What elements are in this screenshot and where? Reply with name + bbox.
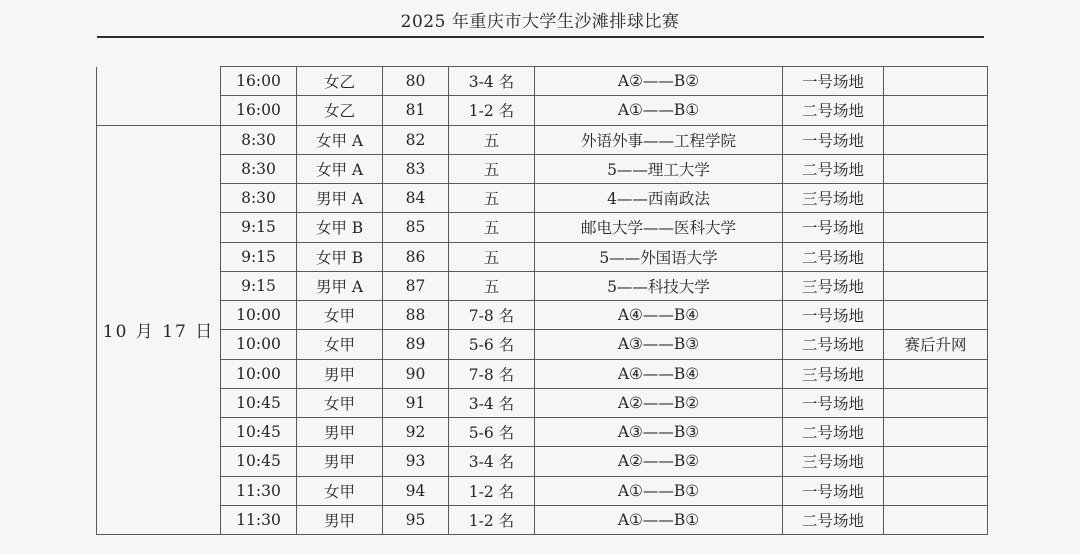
rank-cell: 五	[449, 154, 535, 183]
no-cell: 84	[383, 184, 449, 213]
time-cell: 10:00	[221, 359, 297, 388]
title-underline	[97, 36, 984, 38]
no-cell: 80	[383, 67, 449, 96]
venue-cell: 二号场地	[783, 330, 884, 359]
no-cell: 87	[383, 271, 449, 300]
matchup-cell: A②——B②	[535, 67, 783, 96]
no-cell: 88	[383, 301, 449, 330]
no-cell: 95	[383, 505, 449, 534]
time-cell: 10:45	[221, 388, 297, 417]
time-cell: 8:30	[221, 125, 297, 154]
venue-cell: 二号场地	[783, 96, 884, 125]
venue-cell: 三号场地	[783, 359, 884, 388]
time-cell: 8:30	[221, 184, 297, 213]
note-cell	[884, 388, 988, 417]
rank-cell: 3-4 名	[449, 67, 535, 96]
table-row	[97, 418, 988, 447]
time-cell: 10:45	[221, 447, 297, 476]
venue-cell: 二号场地	[783, 505, 884, 534]
table-row	[97, 96, 988, 125]
venue-cell: 三号场地	[783, 447, 884, 476]
matchup-cell: A③——B③	[535, 418, 783, 447]
group-cell: 女甲	[297, 301, 383, 330]
rank-cell: 7-8 名	[449, 359, 535, 388]
venue-cell: 一号场地	[783, 213, 884, 242]
matchup-cell: 外语外事——工程学院	[535, 125, 783, 154]
matchup-cell: A④——B④	[535, 301, 783, 330]
group-cell: 女甲 A	[297, 154, 383, 183]
table-row	[97, 301, 988, 330]
table-row	[97, 67, 988, 96]
no-cell: 86	[383, 242, 449, 271]
table-row	[97, 154, 988, 183]
group-cell: 男甲	[297, 505, 383, 534]
rank-cell: 1-2 名	[449, 476, 535, 505]
venue-cell: 一号场地	[783, 388, 884, 417]
time-cell: 9:15	[221, 271, 297, 300]
note-cell	[884, 125, 988, 154]
no-cell: 91	[383, 388, 449, 417]
time-cell: 8:30	[221, 154, 297, 183]
note-cell	[884, 213, 988, 242]
rank-cell: 7-8 名	[449, 301, 535, 330]
matchup-cell: A①——B①	[535, 96, 783, 125]
time-cell: 10:00	[221, 301, 297, 330]
venue-cell: 一号场地	[783, 67, 884, 96]
matchup-cell: 5——理工大学	[535, 154, 783, 183]
note-cell	[884, 476, 988, 505]
group-cell: 男甲	[297, 447, 383, 476]
rank-cell: 3-4 名	[449, 447, 535, 476]
no-cell: 92	[383, 418, 449, 447]
note-cell	[884, 301, 988, 330]
time-cell: 10:00	[221, 330, 297, 359]
no-cell: 94	[383, 476, 449, 505]
note-cell	[884, 154, 988, 183]
time-cell: 10:45	[221, 418, 297, 447]
note-cell: 赛后升网	[884, 330, 988, 359]
time-cell: 11:30	[221, 476, 297, 505]
rank-cell: 1-2 名	[449, 505, 535, 534]
note-cell	[884, 96, 988, 125]
table-row	[97, 242, 988, 271]
venue-cell: 三号场地	[783, 271, 884, 300]
venue-cell: 二号场地	[783, 418, 884, 447]
table-row	[97, 213, 988, 242]
note-cell	[884, 418, 988, 447]
time-cell: 9:15	[221, 213, 297, 242]
venue-cell: 一号场地	[783, 301, 884, 330]
matchup-cell: 4——西南政法	[535, 184, 783, 213]
schedule-table	[96, 66, 988, 535]
note-cell	[884, 505, 988, 534]
matchup-cell: A①——B①	[535, 476, 783, 505]
no-cell: 93	[383, 447, 449, 476]
matchup-cell: A②——B②	[535, 388, 783, 417]
matchup-cell: 5——外国语大学	[535, 242, 783, 271]
group-cell: 男甲	[297, 418, 383, 447]
rank-cell: 五	[449, 242, 535, 271]
page-title: 2025 年重庆市大学生沙滩排球比赛	[400, 12, 680, 32]
note-cell	[884, 359, 988, 388]
group-cell: 男甲 A	[297, 271, 383, 300]
date-cell	[97, 67, 221, 126]
rank-cell: 3-4 名	[449, 388, 535, 417]
group-cell: 女甲 A	[297, 125, 383, 154]
table-row	[97, 505, 988, 534]
table-row	[97, 359, 988, 388]
matchup-cell: A③——B③	[535, 330, 783, 359]
rank-cell: 1-2 名	[449, 96, 535, 125]
schedule-table-body	[97, 67, 988, 535]
rank-cell: 五	[449, 184, 535, 213]
no-cell: 81	[383, 96, 449, 125]
no-cell: 90	[383, 359, 449, 388]
matchup-cell: A①——B①	[535, 505, 783, 534]
group-cell: 男甲	[297, 359, 383, 388]
group-cell: 女甲 B	[297, 242, 383, 271]
table-row	[97, 271, 988, 300]
venue-cell: 一号场地	[783, 125, 884, 154]
rank-cell: 五	[449, 271, 535, 300]
rank-cell: 五	[449, 213, 535, 242]
rank-cell: 五	[449, 125, 535, 154]
table-row	[97, 447, 988, 476]
note-cell	[884, 447, 988, 476]
venue-cell: 二号场地	[783, 154, 884, 183]
note-cell	[884, 242, 988, 271]
date-cell: 10 月 17 日	[97, 125, 221, 535]
venue-cell: 一号场地	[783, 476, 884, 505]
rank-cell: 5-6 名	[449, 418, 535, 447]
group-cell: 女甲	[297, 330, 383, 359]
group-cell: 女甲 B	[297, 213, 383, 242]
matchup-cell: 5——科技大学	[535, 271, 783, 300]
matchup-cell: 邮电大学——医科大学	[535, 213, 783, 242]
group-cell: 女乙	[297, 67, 383, 96]
rank-cell: 5-6 名	[449, 330, 535, 359]
matchup-cell: A④——B④	[535, 359, 783, 388]
note-cell	[884, 271, 988, 300]
time-cell: 9:15	[221, 242, 297, 271]
venue-cell: 二号场地	[783, 242, 884, 271]
group-cell: 女甲	[297, 388, 383, 417]
group-cell: 男甲 A	[297, 184, 383, 213]
note-cell	[884, 67, 988, 96]
no-cell: 85	[383, 213, 449, 242]
table-row	[97, 125, 988, 154]
time-cell: 16:00	[221, 67, 297, 96]
table-row	[97, 330, 988, 359]
table-row	[97, 388, 988, 417]
group-cell: 女乙	[297, 96, 383, 125]
no-cell: 83	[383, 154, 449, 183]
no-cell: 89	[383, 330, 449, 359]
time-cell: 16:00	[221, 96, 297, 125]
table-row	[97, 184, 988, 213]
group-cell: 女甲	[297, 476, 383, 505]
no-cell: 82	[383, 125, 449, 154]
table-row	[97, 476, 988, 505]
time-cell: 11:30	[221, 505, 297, 534]
note-cell	[884, 184, 988, 213]
venue-cell: 三号场地	[783, 184, 884, 213]
matchup-cell: A②——B②	[535, 447, 783, 476]
